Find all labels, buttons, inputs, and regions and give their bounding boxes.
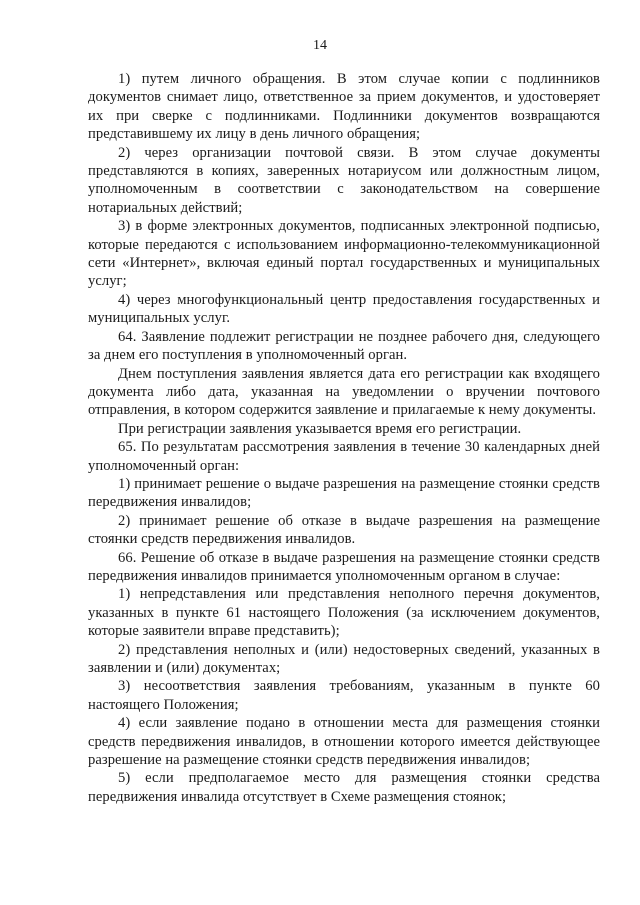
paragraph-66-item-1: 1) непредставления или представления неполного перечня документов, указанных в пункте 61 настоящего Положения (за исключением документов, которые заявители вправе представить); [88, 586, 600, 640]
paragraph-method-personal: 1) путем личного обращения. В этом случае копии с подлинников документов снимает лицо, ответственное за прием документов, и удостоверяет их при сверке с подлинниками. Подлинники документов возвращаются представившему их лицу в день личного обращения; [88, 71, 600, 143]
paragraph-method-post: 2) через организации почтовой связи. В этом случае документы представляются в копиях, заверенных нотариусом или должностным лицом, уполномоченным в соответствии с законодательством на совершение нотариальных действий; [88, 144, 600, 216]
paragraph-65-item-1: 1) принимает решение о выдаче разрешения на размещение стоянки средств передвижения инвалидов; [88, 475, 600, 511]
paragraph-method-electronic: 3) в форме электронных документов, подписанных электронной подписью, которые передаются с использованием информационно-телекоммуникационной сети «Интернет», включая единый портал государственных и муниципальных услуг; [88, 218, 600, 290]
paragraph-receipt-date: Днем поступления заявления является дата его регистрации как входящего документа либо дата, указанная на уведомлении о вручении почтового отправления, в котором содержится заявление и прилагаемые к нему документы. [88, 365, 600, 419]
document-body [88, 70, 600, 806]
paragraph-65-item-2: 2) принимает решение об отказе в выдаче разрешения на размещение стоянки средств передвижения инвалидов. [88, 512, 600, 548]
paragraph-66-item-2: 2) представления неполных и (или) недостоверных сведений, указанных в заявлении и (или) документах; [88, 641, 600, 676]
paragraph-66-item-3: 3) несоответствия заявления требованиям, указанным в пункте 60 настоящего Положения; [88, 678, 600, 713]
paragraph-66-item-4: 4) если заявление подано в отношении места для размещения стоянки средств передвижения инвалидов, в отношении которого имеется действующее разрешение на размещение стоянки средств передвижения инвалидов; [88, 715, 600, 769]
page-number: 14 [313, 38, 327, 53]
paragraph-65: 65. По результатам рассмотрения заявления в течение 30 календарных дней уполномоченный орган: [88, 439, 600, 474]
paragraph-registration-time: При регистрации заявления указывается время его регистрации. [118, 420, 522, 437]
paragraph-66: 66. Решение об отказе в выдаче разрешения на размещение стоянки средств передвижения инвалидов принимается уполномоченным органом в случае: [88, 549, 600, 584]
paragraph-66-item-5: 5) если предполагаемое место для размещения стоянки средства передвижения инвалида отсутствует в Схеме размещения стоянок; [88, 770, 600, 805]
paragraph-method-mfc: 4) через многофункциональный центр предоставления государственных и муниципальных услуг. [88, 291, 600, 327]
paragraph-64: 64. Заявление подлежит регистрации не позднее рабочего дня, следующего за днем его поступления в уполномоченный орган. [88, 328, 600, 364]
